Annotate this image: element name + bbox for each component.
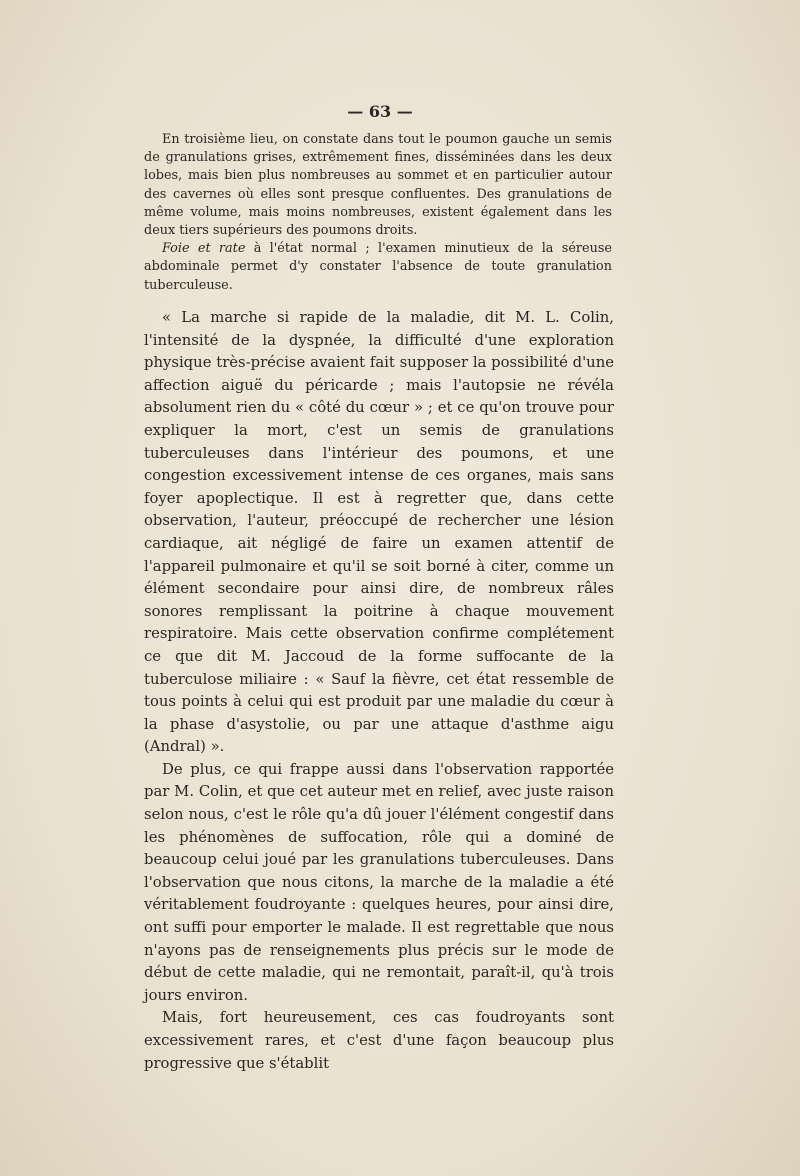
- paragraph-mais: Mais, fort heureusement, ces cas foudroyants sont excessivement rares, et c'est d'une façon beaucoup plus progressive que s'établit: [144, 1009, 614, 1072]
- paragraph-de-plus: De plus, ce qui frappe aussi dans l'observation rapportée par M. Colin, et que cet auteur met en relief, avec juste raison selon nous, c'est le rôle qu'a dû jouer l'élément congestif dans les phénomènes de suffocation, rôle qui a dominé de beaucoup celui joué par les granulations tuberculeuses. Dans l'observation que nous citons, la marche de la maladie a été véritablement foudroyante : quelques heures, pour ainsi dire, ont suffi pour emporter le malade. Il est regrettable que nous n'ayons pas de renseignements plus précis sur le mode de début de cette maladie, qui ne remontait, paraît-il, qu'à trois jours environ.: [144, 760, 614, 1004]
- paragraph-lead-italic: Foie et rate: [162, 241, 246, 257]
- small-print-block: [144, 131, 612, 295]
- main-text-block: [144, 307, 614, 1075]
- paragraph-foie-rate: [144, 240, 612, 295]
- paragraph-granulations: En troisième lieu, on constate dans tout le poumon gauche un semis de granulations grises, extrêmement fines, disséminées dans les deux lobes, mais bien plus nombreuses au sommet et en particulier autour des cavernes où elles sont presque confluentes. Des granulations de même volume, mais moins nombreuses, existent également dans les deux tiers supérieurs des poumons droits.: [144, 132, 612, 239]
- page-number: — 63 —: [347, 102, 413, 121]
- paragraph-colin-quote: « La marche si rapide de la maladie, dit M. L. Colin, l'intensité de la dyspnée, la difficulté d'une exploration physique très-précise avaient fait supposer la possibilité d'une affection aiguë du péricarde ; mais l'autopsie ne révéla absolument rien du « côté du cœur » ; et ce qu'on trouve pour expliquer la mort, c'est un semis de granulations tuberculeuses dans l'intérieur des poumons, et une congestion excessivement intense de ces organes, mais sans foyer apoplectique. Il est à regretter que, dans cette observation, l'auteur, préoccupé de rechercher une lésion cardiaque, ait négligé de faire un examen attentif de l'appareil pulmonaire et qu'il se soit borné à citer, comme un élément secondaire pour ainsi dire, de nombreux râles sonores remplissant la poitrine à chaque mouvement respiratoire. Mais cette observation confirme complétement ce que dit M. Jaccoud de la forme suffocante de la tuberculose miliaire : « Sauf la fièvre, cet état ressemble de tous points à celui qui est produit par une maladie du cœur à la phase d'asystolie, ou par une attaque d'asthme aigu (Andral) ».: [144, 309, 614, 756]
- paragraph-rest: à l'état normal ; l'examen minutieux de la séreuse abdominale permet d'y constater l'absence de toute granulation tuberculeuse.: [144, 241, 612, 293]
